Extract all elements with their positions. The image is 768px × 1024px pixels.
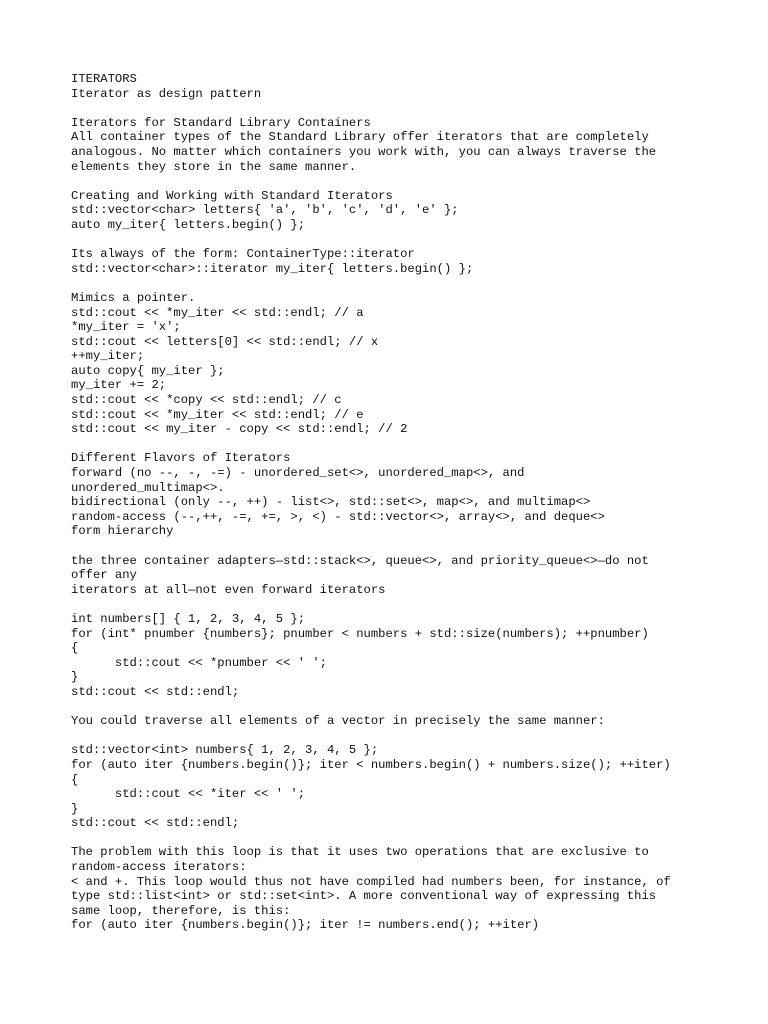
text-line: elements they store in the same manner.	[71, 159, 357, 174]
text-line: std::cout << *my_iter << std::endl; // e	[71, 407, 364, 422]
text-line: std::cout << *iter << ' ';	[71, 787, 306, 802]
text-line: ++my_iter;	[71, 349, 145, 364]
text-line: same loop, therefore, is this:	[71, 903, 291, 918]
text-line: Mimics a pointer.	[71, 290, 196, 305]
text-line: std::vector<char>::iterator my_iter{ letters.begin() };	[71, 261, 474, 276]
text-line: }	[71, 670, 79, 685]
text-line: analogous. No matter which containers you work with, you can always traverse the	[71, 144, 657, 159]
text-line: Iterator as design pattern	[71, 86, 262, 101]
text-line: *my_iter = 'x';	[71, 320, 181, 335]
text-line: std::cout << *my_iter << std::endl; // a	[71, 305, 364, 320]
text-line: the three container adapters—std::stack<>, queue<>, and priority_queue<>—do not	[71, 553, 649, 568]
text-line: {	[71, 641, 79, 656]
text-line: int numbers[] { 1, 2, 3, 4, 5 };	[71, 611, 306, 626]
text-line: ITERATORS	[71, 72, 137, 86]
document-page	[71, 72, 731, 933]
text-line: for (int* pnumber {numbers}; pnumber < numbers + std::size(numbers); ++pnumber)	[71, 626, 649, 641]
text-line: random-access (--,++, -=, +=, >, <) - std::vector<>, array<>, and deque<>	[71, 509, 605, 524]
text-line: std::cout << std::endl;	[71, 684, 240, 699]
text-line: All container types of the Standard Library offer iterators that are completely	[71, 130, 649, 145]
text-line: Different Flavors of Iterators	[71, 451, 291, 466]
text-line: for (auto iter {numbers.begin()}; iter < numbers.begin() + numbers.size(); ++iter)	[71, 757, 671, 772]
text-line: Creating and Working with Standard Iterators	[71, 188, 393, 203]
text-line: std::cout << my_iter - copy << std::endl; // 2	[71, 422, 408, 437]
text-line: std::vector<char> letters{ 'a', 'b', 'c', 'd', 'e' };	[71, 203, 459, 218]
blank-line	[71, 700, 731, 715]
text-line: std::cout << *pnumber << ' ';	[71, 655, 327, 670]
text-line: std::vector<int> numbers{ 1, 2, 3, 4, 5 };	[71, 743, 379, 758]
text-line: iterators at all—not even forward iterators	[71, 582, 386, 597]
text-line: auto copy{ my_iter };	[71, 363, 225, 378]
text-line: The problem with this loop is that it uses two operations that are exclusive to	[71, 845, 649, 860]
text-line: Its always of the form: ContainerType::iterator	[71, 247, 415, 262]
text-line: You could traverse all elements of a vector in precisely the same manner:	[71, 714, 605, 729]
text-line: random-access iterators:	[71, 860, 247, 875]
text-line: std::cout << *copy << std::endl; // c	[71, 393, 342, 408]
text-line: std::cout << std::endl;	[71, 816, 240, 831]
blank-line	[71, 539, 731, 554]
blank-line	[71, 174, 731, 189]
text-line: auto my_iter{ letters.begin() };	[71, 217, 306, 232]
text-line: type std::list<int> or std::set<int>. A more conventional way of expressing this	[71, 889, 657, 904]
text-line: {	[71, 772, 79, 787]
text-line: forward (no --, -, -=) - unordered_set<>, unordered_map<>, and	[71, 466, 525, 481]
blank-line	[71, 437, 731, 452]
text-line: my_iter += 2;	[71, 378, 167, 393]
text-line: unordered_multimap<>.	[71, 480, 225, 495]
blank-line	[71, 831, 731, 846]
text-line: bidirectional (only --, ++) - list<>, std::set<>, map<>, and multimap<>	[71, 495, 591, 510]
blank-line	[71, 597, 731, 612]
text-line: form hierarchy	[71, 524, 174, 539]
text-line: offer any	[71, 568, 137, 583]
blank-line	[71, 729, 731, 744]
blank-line	[71, 276, 731, 291]
blank-line	[71, 233, 731, 248]
text-line: std::cout << letters[0] << std::endl; // x	[71, 334, 379, 349]
text-line: < and +. This loop would thus not have compiled had numbers been, for instance, of	[71, 874, 671, 889]
text-line: for (auto iter {numbers.begin()}; iter != numbers.end(); ++iter)	[71, 918, 540, 933]
text-line: }	[71, 801, 79, 816]
text-line: Iterators for Standard Library Containers	[71, 115, 371, 130]
blank-line	[71, 101, 731, 116]
